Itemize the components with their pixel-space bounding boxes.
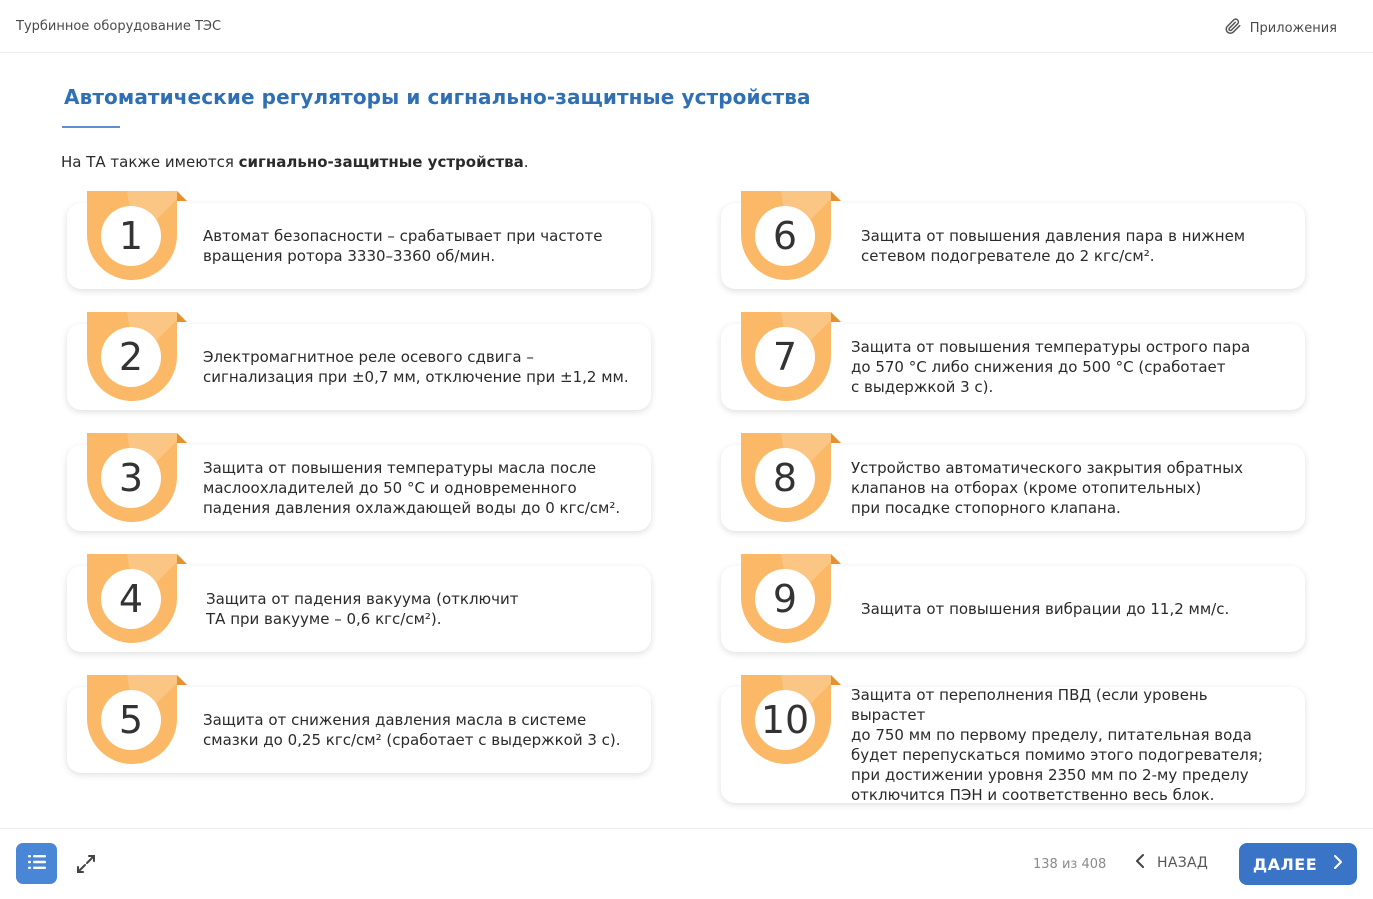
- description-line: Защита от повышения температуры острого пара: [851, 338, 1251, 356]
- description-line: Автомат безопасности – срабатывает при частоте: [203, 227, 603, 245]
- page-counter: 138 из 408: [1033, 857, 1107, 872]
- chevron-left-icon: [1135, 853, 1145, 873]
- number-badge: [741, 675, 841, 767]
- attachments-label: Приложения: [1249, 20, 1337, 36]
- protection-item-card: [67, 566, 651, 652]
- item-number: 4: [118, 577, 144, 621]
- number-badge: [87, 554, 187, 646]
- number-badge: [87, 191, 187, 283]
- item-number: 8: [772, 456, 798, 500]
- item-description: [851, 687, 1285, 803]
- description-line: сетевом подогревателе до 2 кгс/см².: [861, 247, 1155, 265]
- description-line: маслоохладителей до 50 °С и одновременного: [203, 479, 577, 497]
- item-description: [851, 445, 1285, 531]
- fullscreen-button[interactable]: [76, 854, 96, 874]
- protection-item-card: [67, 324, 651, 410]
- protection-item-card: [721, 445, 1305, 531]
- protection-item-card: [67, 445, 651, 531]
- course-title: Турбинное оборудование ТЭС: [16, 19, 222, 34]
- back-button[interactable]: [1135, 853, 1208, 873]
- description-line: падения давления охлаждающей воды до 0 кгс/см².: [203, 499, 621, 517]
- description-line: с выдержкой 3 с).: [851, 378, 994, 396]
- item-description: [861, 203, 1285, 289]
- item-number: 7: [772, 335, 798, 379]
- protection-item-card: [721, 566, 1305, 652]
- description-line: сигнализация при ±0,7 мм, отключение при ±1,2 мм.: [203, 368, 629, 386]
- list-icon: [28, 854, 46, 873]
- protection-item-card: [67, 203, 651, 289]
- description-line: Защита от падения вакуума (отключит: [206, 590, 519, 608]
- number-badge: [741, 554, 841, 646]
- paperclip-icon: [1224, 17, 1242, 39]
- description-line: смазки до 0,25 кгс/см² (сработает с выдержкой 3 с).: [203, 731, 621, 749]
- item-number: 5: [118, 698, 144, 742]
- protection-item-card: [721, 324, 1305, 410]
- description-line: Защита от повышения температуры масла после: [203, 459, 597, 477]
- item-number: 6: [772, 214, 798, 258]
- number-badge: [87, 675, 187, 767]
- item-description: [203, 687, 631, 773]
- item-number: 1: [118, 214, 144, 258]
- back-label: НАЗАД: [1157, 855, 1209, 871]
- description-line: до 570 °С либо снижения до 500 °С (сработает: [851, 358, 1226, 376]
- description-line: Защита от повышения вибрации до 11,2 мм/с.: [861, 600, 1230, 618]
- item-description: [203, 445, 631, 531]
- attachments-button[interactable]: [1224, 17, 1337, 39]
- description-line: Электромагнитное реле осевого сдвига –: [203, 348, 534, 366]
- item-number: 2: [118, 335, 144, 379]
- number-badge: [741, 191, 841, 283]
- description-line: клапанов на отборах (кроме отопительных): [851, 479, 1202, 497]
- number-badge: [87, 433, 187, 525]
- description-line: ТА при вакууме – 0,6 кгс/см²).: [206, 610, 442, 628]
- next-label: ДАЛЕЕ: [1252, 854, 1318, 874]
- next-button[interactable]: [1239, 843, 1357, 885]
- item-description: [203, 203, 631, 289]
- description-line: при посадке стопорного клапана.: [851, 499, 1121, 517]
- item-number: 9: [772, 577, 798, 621]
- number-badge: [741, 312, 841, 404]
- protection-item-card: [67, 687, 651, 773]
- description-line: Устройство автоматического закрытия обратных: [851, 459, 1243, 477]
- item-number: 3: [118, 456, 144, 500]
- expand-icon: [76, 859, 96, 878]
- protection-item-card: [721, 687, 1305, 803]
- chevron-right-icon: [1333, 854, 1343, 874]
- item-description: [206, 566, 631, 652]
- description-line: отключится ПЭН и соответственно весь блок.: [851, 786, 1215, 804]
- description-line: Защита от снижения давления масла в системе: [203, 711, 587, 729]
- top-bar: [0, 0, 1373, 53]
- intro-bold: сигнально-защитные устройства: [238, 153, 524, 171]
- intro-text: На ТА также имеются сигнально-защитные устройства.: [61, 153, 529, 171]
- title-underline: [62, 126, 120, 128]
- description-line: Защита от повышения давления пара в нижнем: [861, 227, 1246, 245]
- table-of-contents-button[interactable]: [16, 843, 57, 884]
- item-number: 10: [760, 698, 810, 742]
- description-line: вращения ротора 3330–3360 об/мин.: [203, 247, 496, 265]
- description-line: при достижении уровня 2350 мм по 2-му пределу: [851, 766, 1249, 784]
- description-line: будет перепускаться помимо этого подогревателя;: [851, 746, 1263, 764]
- number-badge: [87, 312, 187, 404]
- number-badge: [741, 433, 841, 525]
- protection-item-card: [721, 203, 1305, 289]
- description-line: Защита от переполнения ПВД (если уровень вырастет: [851, 686, 1208, 724]
- page-title: Автоматические регуляторы и сигнально-защитные устройства: [64, 85, 811, 109]
- description-line: до 750 мм по первому пределу, питательная вода: [851, 726, 1252, 744]
- item-description: [851, 324, 1285, 410]
- item-description: [203, 324, 631, 410]
- item-description: [861, 566, 1285, 652]
